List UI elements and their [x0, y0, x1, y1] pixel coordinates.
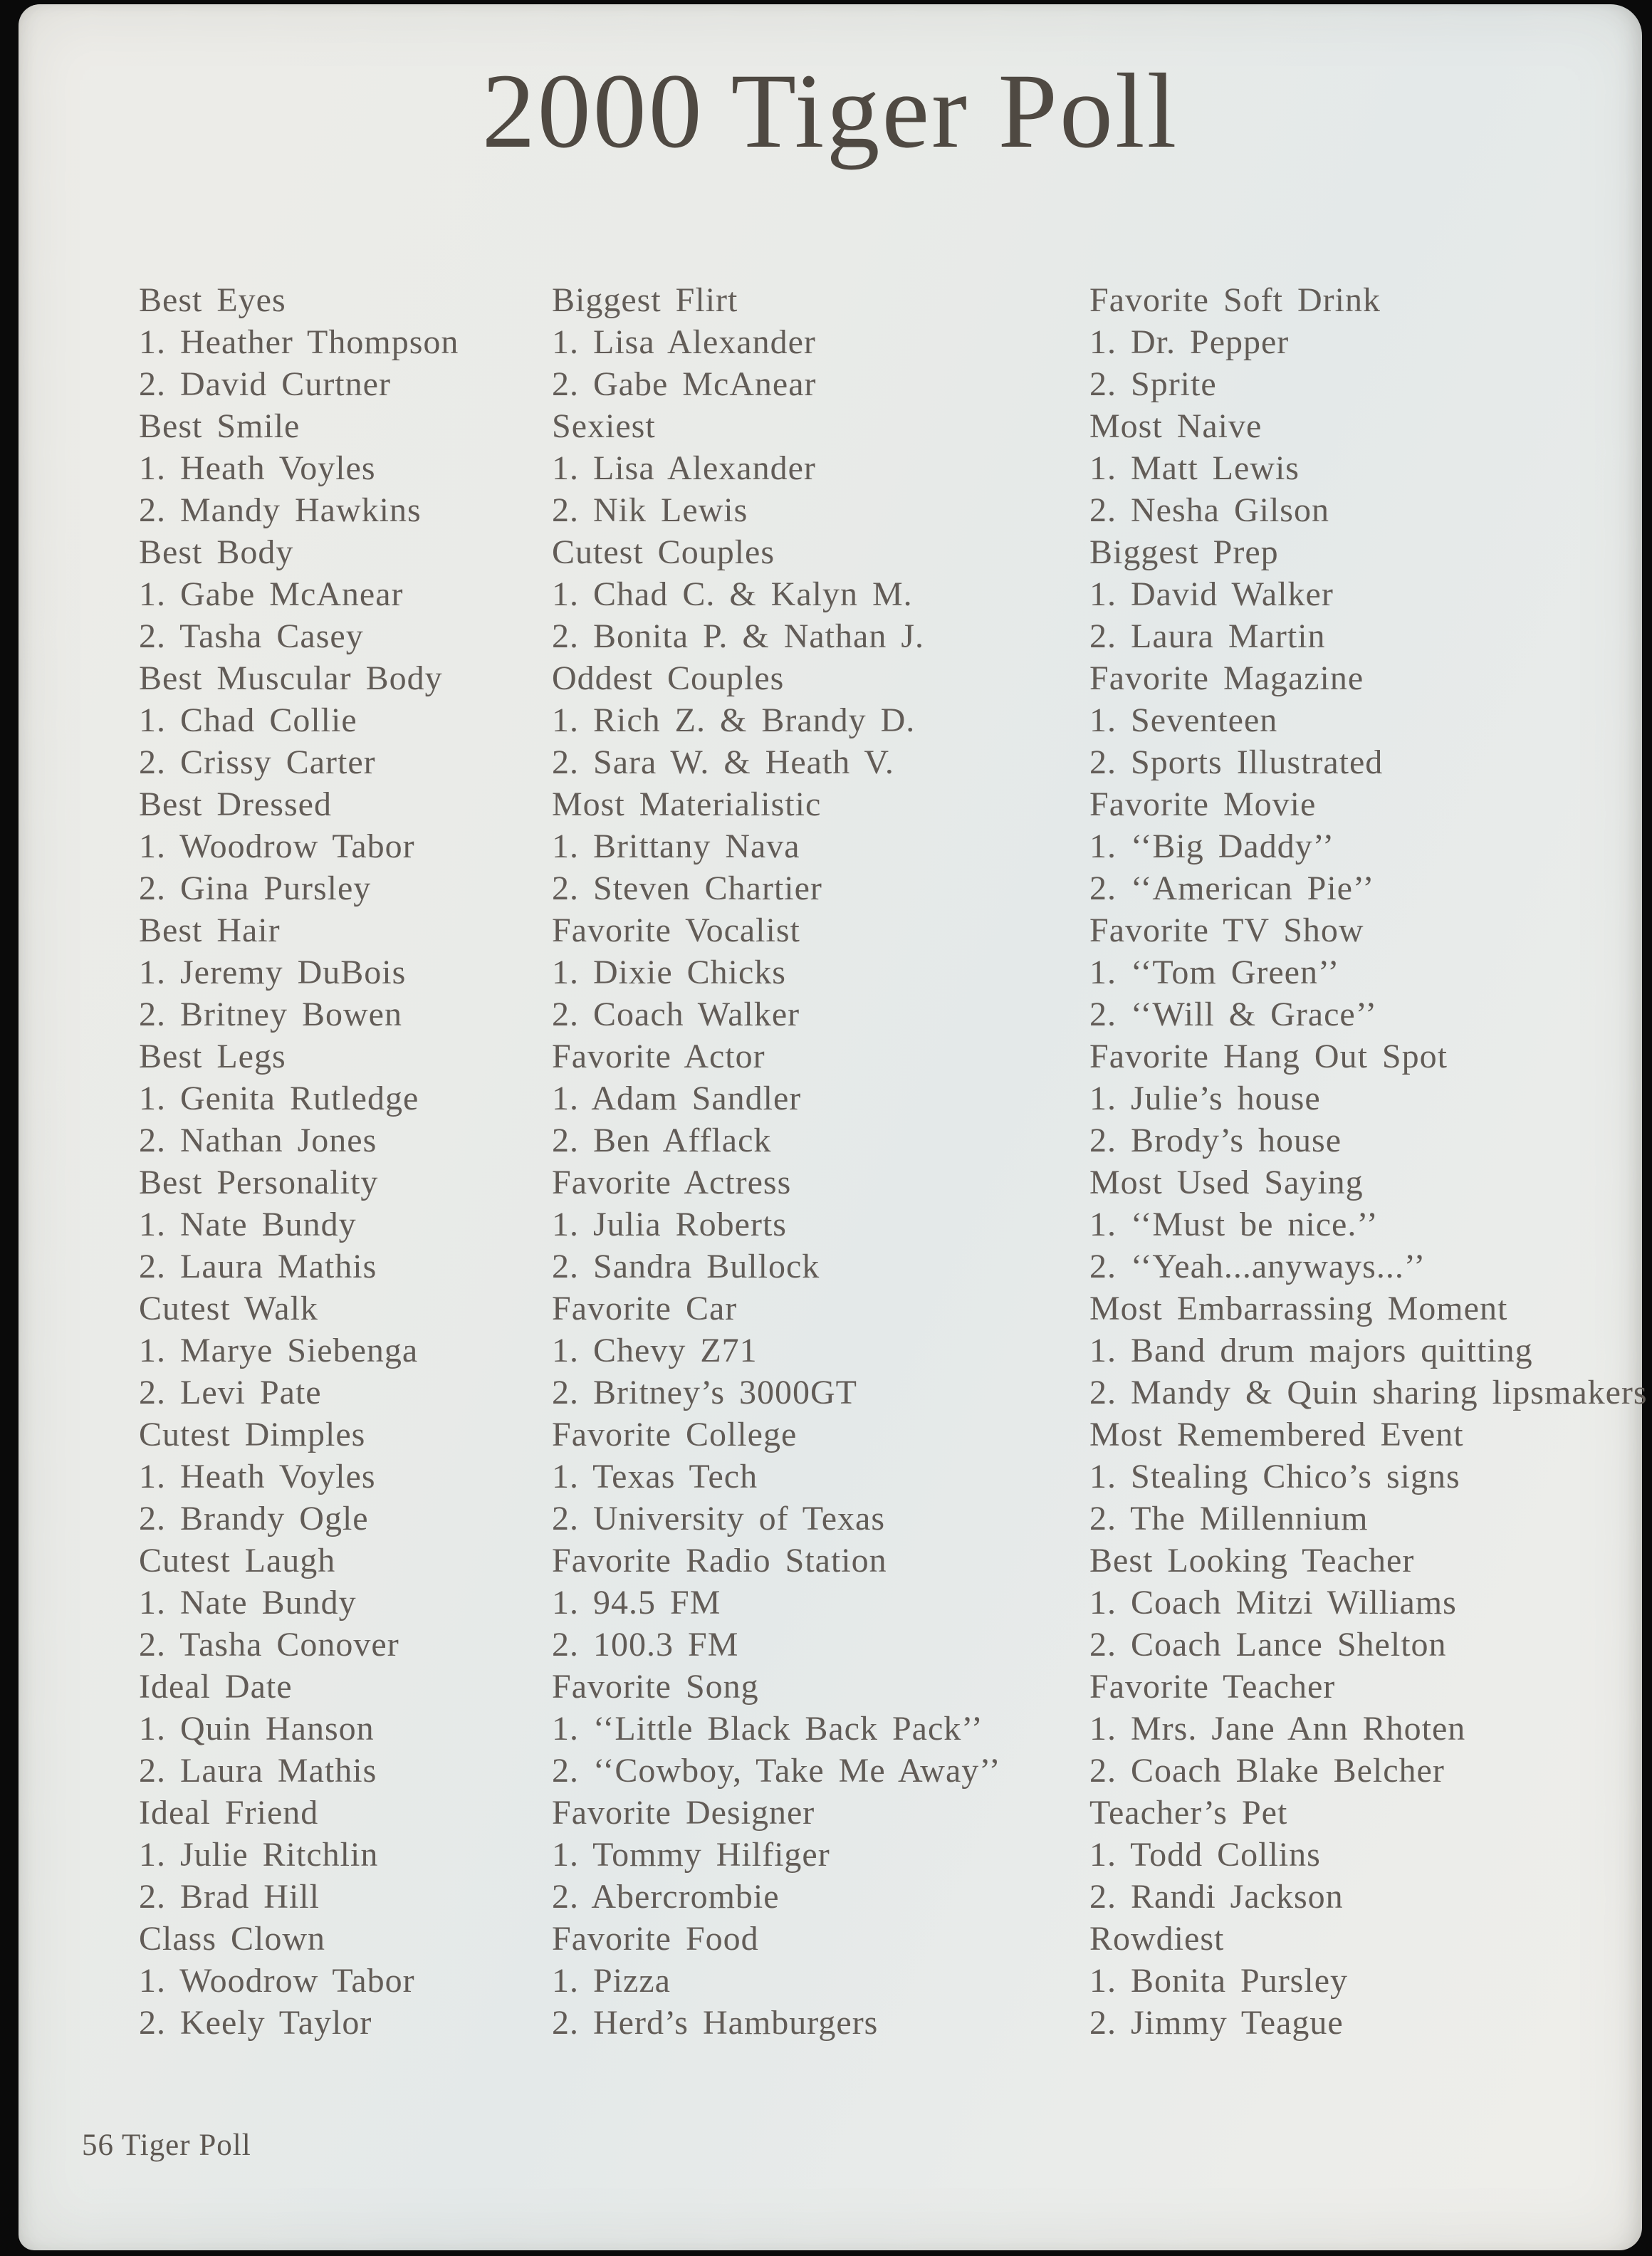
poll-item: 1. Tommy Hilfiger: [552, 1836, 830, 1874]
poll-category: [139, 1666, 566, 1792]
poll-item: 2. Abercrombie: [552, 1878, 780, 1916]
poll-item: 1. Woodrow Tabor: [139, 827, 415, 865]
poll-item: 1. Heath Voyles: [139, 1458, 376, 1495]
poll-item: 1. Adam Sandler: [552, 1080, 802, 1117]
poll-item: 1. Chad C. & Kalyn M.: [552, 575, 913, 613]
poll-category: [552, 1792, 1093, 1918]
poll-category: [139, 1792, 566, 1918]
poll-category-title: Best Hair: [139, 912, 281, 949]
poll-category: [1089, 1792, 1652, 1918]
poll-item: 2. Randi Jackson: [1089, 1878, 1344, 1916]
poll-category-title: Best Smile: [139, 407, 300, 445]
poll-category: [552, 531, 1093, 657]
poll-category: [552, 783, 1093, 909]
poll-category-title: Cutest Walk: [139, 1290, 318, 1327]
poll-item: 1. Bonita Pursley: [1089, 1962, 1348, 2000]
poll-item: 2. Gabe McAnear: [552, 365, 817, 403]
poll-item: 1. Band drum majors quitting: [1089, 1332, 1533, 1369]
poll-category: [139, 1288, 566, 1414]
poll-item: 2. Bonita P. & Nathan J.: [552, 617, 924, 655]
poll-item: 2. Britney Bowen: [139, 996, 402, 1033]
poll-category-title: Ideal Date: [139, 1668, 293, 1706]
poll-category-title: Favorite Actor: [552, 1038, 765, 1075]
poll-item: 1. Rich Z. & Brandy D.: [552, 701, 916, 739]
poll-category: [552, 1288, 1093, 1414]
poll-category-title: Biggest Flirt: [552, 281, 738, 319]
poll-item: 1. Pizza: [552, 1962, 671, 2000]
page-number-footer: 56 Tiger Poll: [82, 2129, 251, 2162]
poll-category: [1089, 1918, 1652, 2044]
poll-category-title: Favorite Designer: [552, 1794, 815, 1832]
poll-category-title: Favorite Radio Station: [552, 1542, 887, 1579]
poll-item: 1. Coach Mitzi Williams: [1089, 1584, 1457, 1622]
poll-category: [139, 1414, 566, 1540]
poll-item: 2. Brandy Ogle: [139, 1500, 369, 1537]
poll-item: 2. Mandy Hawkins: [139, 491, 422, 529]
poll-category-title: Best Eyes: [139, 281, 286, 319]
poll-category: [139, 909, 566, 1035]
poll-item: 2. Gina Pursley: [139, 870, 372, 907]
poll-item: 2. Brody’s house: [1089, 1122, 1342, 1159]
poll-item: 2. Coach Lance Shelton: [1089, 1626, 1447, 1664]
poll-item: 1. Gabe McAnear: [139, 575, 404, 613]
poll-item: 1. David Walker: [1089, 575, 1334, 613]
poll-item: 1. Lisa Alexander: [552, 449, 816, 487]
poll-category-title: Favorite Vocalist: [552, 912, 800, 949]
poll-category-title: Favorite TV Show: [1089, 912, 1364, 949]
poll-category-title: Favorite Soft Drink: [1089, 281, 1381, 319]
poll-item: 1. Julia Roberts: [552, 1206, 787, 1243]
poll-column-2: [552, 279, 1093, 2044]
poll-item: 2. Herd’s Hamburgers: [552, 2004, 879, 2042]
poll-item: 2. Ben Afflack: [552, 1122, 772, 1159]
poll-category-title: Favorite Movie: [1089, 785, 1317, 823]
poll-category: [1089, 1288, 1652, 1414]
poll-item: 1. Brittany Nava: [552, 827, 800, 865]
poll-item: 2. Nesha Gilson: [1089, 491, 1329, 529]
poll-item: 2. Laura Martin: [1089, 617, 1326, 655]
poll-item: 2. Britney’s 3000GT: [552, 1374, 857, 1411]
poll-item: 2. Brad Hill: [139, 1878, 320, 1916]
poll-item: 1. Dr. Pepper: [1089, 323, 1290, 361]
poll-item: 1. Quin Hanson: [139, 1710, 375, 1748]
poll-item: 2. ‘‘Yeah...anyways...’’: [1089, 1248, 1426, 1285]
poll-item: 1. Marye Siebenga: [139, 1332, 419, 1369]
poll-item: 2. Nik Lewis: [552, 491, 748, 529]
poll-category: [552, 279, 1093, 405]
poll-item: 2. Sara W. & Heath V.: [552, 743, 894, 781]
poll-item: 1. Chevy Z71: [552, 1332, 758, 1369]
poll-item: 2. 100.3 FM: [552, 1626, 739, 1664]
poll-category-title: Most Materialistic: [552, 785, 822, 823]
yearbook-page: [19, 4, 1648, 2250]
poll-item: 2. ‘‘Will & Grace’’: [1089, 996, 1378, 1033]
poll-category-title: Favorite Car: [552, 1290, 738, 1327]
poll-category-title: Cutest Dimples: [139, 1416, 366, 1453]
poll-category-title: Best Muscular Body: [139, 659, 443, 697]
poll-category: [139, 1161, 566, 1288]
poll-item: 1. Seventeen: [1089, 701, 1278, 739]
poll-category-title: Most Embarrassing Moment: [1089, 1290, 1508, 1327]
poll-category: [1089, 783, 1652, 909]
poll-column-1: [139, 279, 566, 2044]
poll-item: 1. ‘‘Tom Green’’: [1089, 954, 1340, 991]
poll-category-title: Cutest Laugh: [139, 1542, 336, 1579]
poll-item: 1. Dixie Chicks: [552, 954, 786, 991]
poll-item: 1. Chad Collie: [139, 701, 357, 739]
poll-category: [552, 1161, 1093, 1288]
poll-item: 1. ‘‘Must be nice.’’: [1089, 1206, 1379, 1243]
poll-category-title: Favorite College: [552, 1416, 798, 1453]
poll-category: [1089, 1414, 1652, 1540]
poll-item: 1. Nate Bundy: [139, 1584, 357, 1622]
poll-category: [1089, 657, 1652, 783]
poll-item: 2. Mandy & Quin sharing lipsmakers: [1089, 1374, 1648, 1411]
poll-item: 1. ‘‘Little Black Back Pack’’: [552, 1710, 983, 1748]
poll-item: 2. Steven Chartier: [552, 870, 822, 907]
poll-category-title: Sexiest: [552, 407, 656, 445]
poll-category-title: Biggest Prep: [1089, 533, 1279, 571]
poll-category-title: Teacher’s Pet: [1089, 1794, 1288, 1832]
poll-category: [1089, 405, 1652, 531]
poll-item: 2. The Millennium: [1089, 1500, 1369, 1537]
poll-category-title: Ideal Friend: [139, 1794, 319, 1832]
poll-category: [139, 783, 566, 909]
poll-category: [139, 1918, 566, 2044]
poll-item: 2. Laura Mathis: [139, 1752, 377, 1790]
poll-item: 2. ‘‘American Pie’’: [1089, 870, 1375, 907]
poll-category-title: Cutest Couples: [552, 533, 775, 571]
poll-item: 1. Jeremy DuBois: [139, 954, 407, 991]
poll-item: 2. Sprite: [1089, 365, 1217, 403]
poll-category-title: Rowdiest: [1089, 1920, 1225, 1958]
poll-category: [139, 405, 566, 531]
poll-category: [1089, 279, 1652, 405]
poll-category-title: Favorite Song: [552, 1668, 759, 1706]
poll-item: 2. Sandra Bullock: [552, 1248, 820, 1285]
poll-item: 1. Texas Tech: [552, 1458, 758, 1495]
poll-category-title: Favorite Teacher: [1089, 1668, 1336, 1706]
poll-category: [1089, 1161, 1652, 1288]
poll-category: [552, 1035, 1093, 1161]
poll-item: 2. Tasha Casey: [139, 617, 364, 655]
poll-item: 2. Nathan Jones: [139, 1122, 377, 1159]
poll-category: [1089, 1035, 1652, 1161]
poll-category-title: Most Remembered Event: [1089, 1416, 1464, 1453]
poll-item: 2. Coach Blake Belcher: [1089, 1752, 1445, 1790]
poll-category-title: Most Used Saying: [1089, 1164, 1364, 1201]
page-title: 2000 Tiger Poll: [481, 52, 1179, 170]
poll-category: [552, 657, 1093, 783]
poll-item: 2. Keely Taylor: [139, 2004, 372, 2042]
poll-item: 1. Lisa Alexander: [552, 323, 816, 361]
poll-item: 2. David Curtner: [139, 365, 391, 403]
poll-category-title: Favorite Actress: [552, 1164, 792, 1201]
poll-category: [139, 531, 566, 657]
poll-item: 1. Stealing Chico’s signs: [1089, 1458, 1460, 1495]
poll-item: 2. University of Texas: [552, 1500, 886, 1537]
poll-item: 1. Julie Ritchlin: [139, 1836, 379, 1874]
poll-item: 2. Sports Illustrated: [1089, 743, 1384, 781]
poll-category: [139, 279, 566, 405]
poll-category: [552, 1918, 1093, 2044]
poll-item: 1. 94.5 FM: [552, 1584, 721, 1622]
poll-category: [552, 1666, 1093, 1792]
poll-category-title: Favorite Magazine: [1089, 659, 1364, 697]
poll-item: 1. Julie’s house: [1089, 1080, 1321, 1117]
poll-category: [552, 405, 1093, 531]
poll-category-title: Best Legs: [139, 1038, 286, 1075]
poll-item: 1. Matt Lewis: [1089, 449, 1300, 487]
poll-category: [552, 1414, 1093, 1540]
poll-category-title: Favorite Hang Out Spot: [1089, 1038, 1448, 1075]
poll-category: [139, 1540, 566, 1666]
poll-item: 2. Tasha Conover: [139, 1626, 399, 1664]
poll-category: [139, 1035, 566, 1161]
poll-category-title: Most Naive: [1089, 407, 1262, 445]
poll-item: 1. Nate Bundy: [139, 1206, 357, 1243]
poll-item: 2. ‘‘Cowboy, Take Me Away’’: [552, 1752, 1001, 1790]
poll-column-3: [1089, 279, 1652, 2044]
poll-item: 1. Woodrow Tabor: [139, 1962, 415, 2000]
poll-category-title: Best Personality: [139, 1164, 379, 1201]
poll-category-title: Best Dressed: [139, 785, 332, 823]
poll-category-title: Best Looking Teacher: [1089, 1542, 1415, 1579]
poll-category-title: Class Clown: [139, 1920, 326, 1958]
poll-item: 1. ‘‘Big Daddy’’: [1089, 827, 1335, 865]
poll-category-title: Favorite Food: [552, 1920, 759, 1958]
poll-item: 2. Crissy Carter: [139, 743, 376, 781]
poll-item: 1. Mrs. Jane Ann Rhoten: [1089, 1710, 1466, 1748]
poll-category: [1089, 1540, 1652, 1666]
poll-category: [1089, 1666, 1652, 1792]
poll-item: 2. Levi Pate: [139, 1374, 322, 1411]
poll-category-title: Best Body: [139, 533, 294, 571]
poll-item: 1. Genita Rutledge: [139, 1080, 419, 1117]
poll-item: 2. Laura Mathis: [139, 1248, 377, 1285]
poll-item: 1. Heather Thompson: [139, 323, 459, 361]
poll-category: [139, 657, 566, 783]
poll-item: 1. Heath Voyles: [139, 449, 376, 487]
poll-category: [552, 909, 1093, 1035]
poll-item: 1. Todd Collins: [1089, 1836, 1321, 1874]
poll-category-title: Oddest Couples: [552, 659, 785, 697]
poll-category: [552, 1540, 1093, 1666]
poll-category: [1089, 531, 1652, 657]
poll-category: [1089, 909, 1652, 1035]
poll-item: 2. Jimmy Teague: [1089, 2004, 1344, 2042]
poll-item: 2. Coach Walker: [552, 996, 800, 1033]
